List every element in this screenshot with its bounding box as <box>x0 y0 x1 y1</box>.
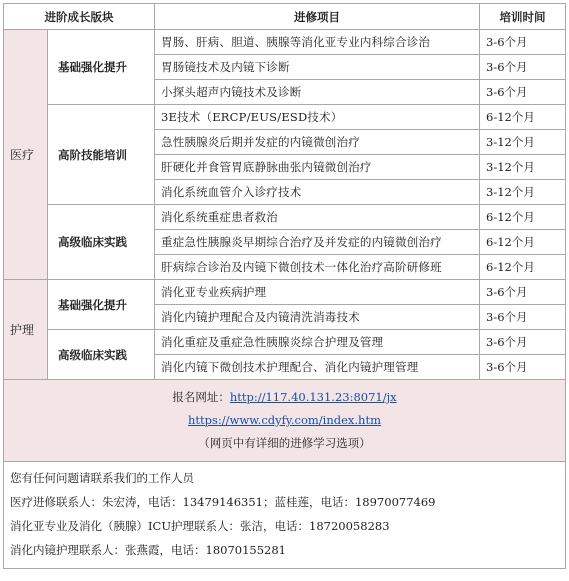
group-label: 高阶技能培训 <box>48 105 155 205</box>
registration-line <box>4 386 565 409</box>
duration-cell: 6-12个月 <box>480 255 566 280</box>
table-header-row <box>4 4 566 30</box>
project-cell: 胃肠、肝病、胆道、胰腺等消化亚专业内科综合诊治 <box>155 30 480 55</box>
category-medical: 医疗 <box>4 30 48 280</box>
table-row <box>4 30 566 55</box>
duration-cell: 3-6个月 <box>480 55 566 80</box>
project-cell: 消化重症及重症急性胰腺炎综合护理及管理 <box>155 330 480 355</box>
header-module: 进阶成长版块 <box>4 4 155 30</box>
project-cell: 消化亚专业疾病护理 <box>155 280 480 305</box>
group-label: 高级临床实践 <box>48 205 155 280</box>
duration-cell: 3-12个月 <box>480 180 566 205</box>
contact-medical: 医疗进修联系人：朱宏涛，电话：13479146351；蓝桂莲，电话：18970077469 <box>10 495 436 509</box>
registration-row <box>4 380 566 462</box>
table-row <box>4 105 566 130</box>
registration-link-secondary[interactable]: https://www.cdyfy.com/index.htm <box>187 413 381 427</box>
project-cell: 肝硬化并食管胃底静脉曲张内镜微创治疗 <box>155 155 480 180</box>
project-cell: 3E技术（ERCP/EUS/ESD技术） <box>155 105 480 130</box>
duration-cell: 3-6个月 <box>480 355 566 380</box>
duration-cell: 3-6个月 <box>480 280 566 305</box>
project-cell: 胃肠镜技术及内镜下诊断 <box>155 55 480 80</box>
duration-cell: 3-12个月 <box>480 155 566 180</box>
contacts-intro: 您有任何问题请联系我们的工作人员 <box>10 471 194 485</box>
duration-cell: 3-6个月 <box>480 330 566 355</box>
duration-cell: 3-6个月 <box>480 80 566 105</box>
group-label: 基础强化提升 <box>48 280 155 330</box>
header-project: 进修项目 <box>155 4 480 30</box>
project-cell: 急性胰腺炎后期并发症的内镜微创治疗 <box>155 130 480 155</box>
registration-label: 报名网址： <box>172 390 230 404</box>
registration-link-primary[interactable]: http://117.40.131.23:8071/jx <box>229 390 397 404</box>
category-nursing: 护理 <box>4 280 48 380</box>
duration-cell: 6-12个月 <box>480 230 566 255</box>
group-label: 高级临床实践 <box>48 330 155 380</box>
duration-cell: 6-12个月 <box>480 205 566 230</box>
project-cell: 小探头超声内镜技术及诊断 <box>155 80 480 105</box>
table-row <box>4 330 566 355</box>
registration-cell <box>4 380 566 462</box>
table-row <box>4 205 566 230</box>
project-cell: 消化内镜下微创技术护理配合、消化内镜护理管理 <box>155 355 480 380</box>
duration-cell: 3-12个月 <box>480 130 566 155</box>
project-cell: 消化系统血管介入诊疗技术 <box>155 180 480 205</box>
contact-endoscopy-nursing: 消化内镜护理联系人：张燕霞，电话：18070155281 <box>10 543 286 557</box>
table-row <box>4 280 566 305</box>
duration-cell: 6-12个月 <box>480 105 566 130</box>
contacts-cell <box>4 462 566 569</box>
registration-line-2 <box>4 409 565 432</box>
registration-note: （网页中有详细的进修学习选项） <box>198 436 371 450</box>
duration-cell: 3-6个月 <box>480 30 566 55</box>
project-cell: 肝病综合诊治及内镜下微创技术一体化治疗高阶研修班 <box>155 255 480 280</box>
contact-icu-nursing: 消化亚专业及消化（胰腺）ICU护理联系人：张洁，电话：18720058283 <box>10 519 390 533</box>
group-label: 基础强化提升 <box>48 30 155 105</box>
project-cell: 消化内镜护理配合及内镜清洗消毒技术 <box>155 305 480 330</box>
training-table <box>3 3 566 569</box>
project-cell: 消化系统重症患者救治 <box>155 205 480 230</box>
header-duration: 培训时间 <box>480 4 566 30</box>
contacts-row <box>4 462 566 569</box>
project-cell: 重症急性胰腺炎早期综合治疗及并发症的内镜微创治疗 <box>155 230 480 255</box>
duration-cell: 3-6个月 <box>480 305 566 330</box>
